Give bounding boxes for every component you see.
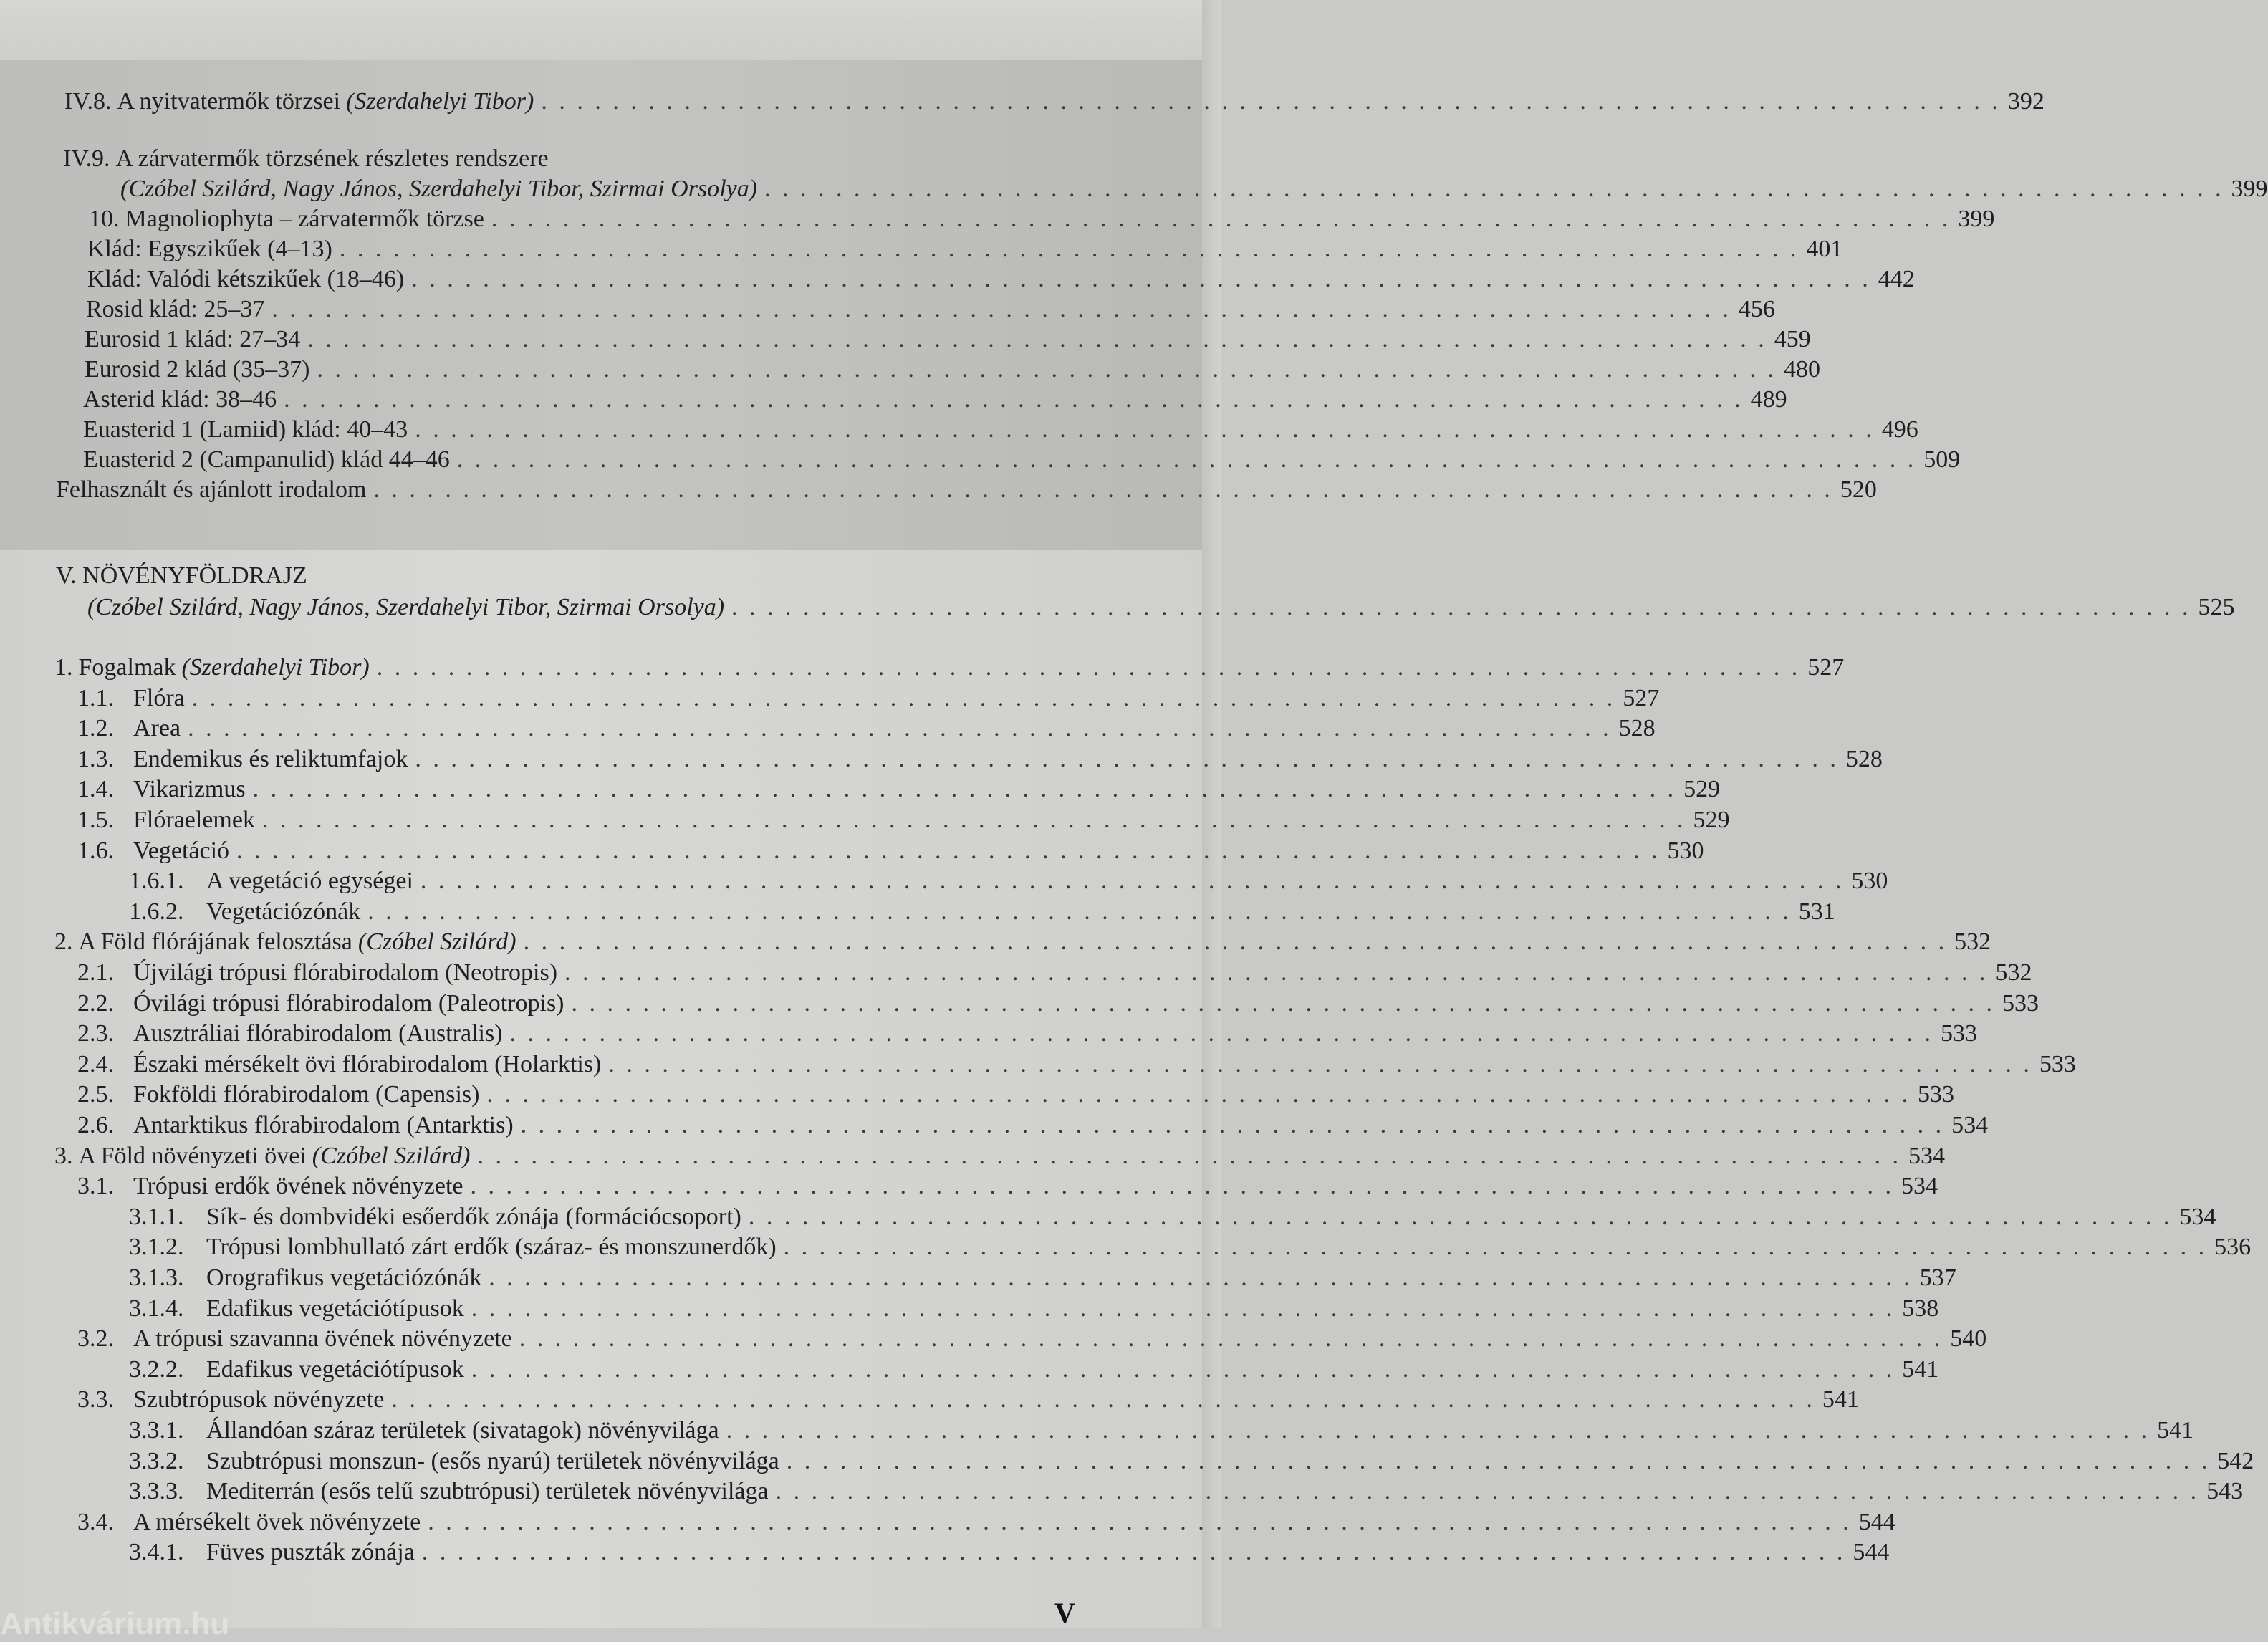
entry-page: 541 xyxy=(1822,1386,1859,1413)
leader-dots: . . . . . . . . . . . . . . . . . . . . . . . . . . . . . . . . . . . . . . . . . . . . . . . . . . . . . . . . . . . . . . . . . . . . . . . . . . . . . . . . xyxy=(428,1509,1852,1535)
entry-page: 459 xyxy=(1774,326,1811,352)
entry-number: 1.4. xyxy=(77,776,114,802)
entry-number: IV.8. xyxy=(64,88,112,115)
toc-entry xyxy=(129,1447,2254,1476)
entry-author: (Czóbel Szilárd) xyxy=(357,928,516,955)
leader-dots: . . . . . . . . . . . . . . . . . . . . . . . . . . . . . . . . . . . . . . . . . . . . . . . . . . . . . . . . . . . . . . . . . . . . . . . . . . . . . . . . . . xyxy=(456,446,1917,473)
leader-dots: . . . . . . . . . . . . . . . . . . . . . . . . . . . . . . . . . . . . . . . . . . . . . . . . . . . . . . . . . . . . . . . . . . . . . . . . . . . . . . . . xyxy=(608,1051,2032,1077)
toc-entry xyxy=(77,837,1704,865)
entry-title: Area xyxy=(133,715,181,741)
entry-page: 496 xyxy=(1881,416,1918,443)
entry-title: Vegetációzónák xyxy=(206,898,361,925)
entry-number: 2.4. xyxy=(77,1051,114,1077)
entry-title: Ausztráliai flórabirodalom (Australis) xyxy=(133,1020,503,1047)
entry-author: (Czóbel Szilárd) xyxy=(312,1143,471,1169)
toc-entry xyxy=(77,775,1721,804)
toc-entry xyxy=(77,1172,1938,1201)
entry-title: A Föld flórájának felosztása xyxy=(78,928,352,955)
toc-entry xyxy=(129,1355,1939,1384)
entry-title: Orografikus vegetációzónák xyxy=(206,1264,482,1291)
entry-number: 3.3. xyxy=(77,1386,114,1413)
leader-dots: . . . . . . . . . . . . . . . . . . . . . . . . . . . . . . . . . . . . . . . . . . . . . . . . . . . . . . . . . . . . . . . . . . . . . . . . . . . . . . . . xyxy=(564,959,1989,986)
toc-entry xyxy=(54,1142,1945,1171)
section-title: V. NÖVÉNYFÖLDRAJZ xyxy=(56,562,307,589)
entry-title: Fogalmak xyxy=(78,654,176,681)
entry-title: Klád: Egyszikűek (4–13) xyxy=(87,236,332,262)
toc-entry xyxy=(77,714,1656,743)
entry-page: 534 xyxy=(1951,1112,1989,1138)
leader-dots: . . . . . . . . . . . . . . . . . . . . . . . . . . . . . . . . . . . . . . . . . . . . . . . . . . . . . . . . . . . . . . . . . . . . . . . . . . . . . . . . xyxy=(188,715,1612,741)
toc-entry xyxy=(129,1416,2194,1445)
entry-title: A nyitvatermők törzsei xyxy=(117,88,341,115)
toc-entry xyxy=(77,1050,2076,1079)
entry-page: 543 xyxy=(2206,1478,2244,1504)
leader-dots: . . . . . . . . . . . . . . . . . . . . . . . . . . . . . . . . . . . . . . . . . . . . . . . . . . . . . . . . . . . . . . . . . . . . . . . . . . . . . . . . . . xyxy=(411,266,1871,292)
entry-title: Vegetáció xyxy=(133,837,230,864)
toc-entry xyxy=(129,1538,1890,1567)
entry-page: 533 xyxy=(1917,1081,1954,1108)
leader-dots: . . . . . . . . . . . . . . . . . . . . . . . . . . . . . . . . . . . . . . . . . . . . . . . . . . . . . . . . . . . . . . . . . . . . . . . . . . . . . . . . xyxy=(236,837,1661,864)
entry-page: 520 xyxy=(1840,476,1877,503)
section-heading xyxy=(56,562,1060,590)
leader-dots: . . . . . . . . . . . . . . . . . . . . . . . . . . . . . . . . . . . . . . . . . . . . . . . . . . . . . . . . . . . . . . . . . . . . . . . . . . . . . . . . xyxy=(415,746,1839,772)
entry-title: Füves puszták zónája xyxy=(206,1539,415,1565)
entry-page: 544 xyxy=(1858,1509,1895,1535)
entry-title: Flóraelemek xyxy=(133,807,255,833)
entry-page: 530 xyxy=(1851,868,1888,894)
entry-page: 529 xyxy=(1693,807,1730,833)
entry-title: Euasterid 1 (Lamiid) klád: 40–43 xyxy=(83,416,408,443)
toc-entry xyxy=(63,145,1059,173)
toc-entry xyxy=(77,1019,1978,1048)
toc-entry xyxy=(77,959,2032,987)
entry-number: 1.1. xyxy=(77,685,114,711)
entry-page: 538 xyxy=(1902,1295,1939,1322)
toc-entry xyxy=(77,745,1883,774)
entry-page: 528 xyxy=(1618,715,1656,741)
entry-title: Eurosid 2 klád (35–37) xyxy=(85,356,310,383)
entry-page: 527 xyxy=(1807,654,1845,681)
section-authors-line xyxy=(87,593,2235,622)
entry-author: (Szerdahelyi Tibor) xyxy=(181,654,370,681)
entry-title: A Föld növényzeti övei xyxy=(78,1143,307,1169)
entry-title: A vegetáció egységei xyxy=(206,868,413,894)
leader-dots: . . . . . . . . . . . . . . . . . . . . . . . . . . . . . . . . . . . . . . . . . . . . . . . . . . . . . . . . . . . . . . . . . . . . . . . . . . . . . . . . xyxy=(523,928,1948,955)
toc-entry xyxy=(120,175,2268,203)
entry-number: 3.3.3. xyxy=(129,1478,184,1504)
entry-number: 3.1.1. xyxy=(129,1204,184,1230)
entry-page: 541 xyxy=(2157,1417,2194,1444)
entry-number: 1.5. xyxy=(77,807,114,833)
entry-number: 2.6. xyxy=(77,1112,114,1138)
leader-dots: . . . . . . . . . . . . . . . . . . . . . . . . . . . . . . . . . . . . . . . . . . . . . . . . . . . . . . . . . . . . . . . . . . . . . . . . . . . . . . . . . . xyxy=(373,476,1833,503)
watermark: Antikvárium.hu xyxy=(0,1606,230,1641)
entry-page: 399 xyxy=(1958,206,1995,232)
toc-entry xyxy=(77,806,1730,835)
entry-title: A trópusi szavanna övének növényzete xyxy=(133,1325,512,1352)
entry-page: 480 xyxy=(1783,356,1820,383)
leader-dots: . . . . . . . . . . . . . . . . . . . . . . . . . . . . . . . . . . . . . . . . . . . . . . . . . . . . . . . . . . . . . . . . . . . . . . . . . . . . . . . . xyxy=(261,807,1686,833)
entry-title: Felhasznált és ajánlott irodalom xyxy=(56,476,367,503)
toc-entry xyxy=(129,1295,1939,1323)
toc-entry xyxy=(54,653,1845,682)
entry-page: 442 xyxy=(1878,266,1915,292)
leader-dots: . . . . . . . . . . . . . . . . . . . . . . . . . . . . . . . . . . . . . . . . . . . . . . . . . . . . . . . . . . . . . . . . . . . . . . . . . . . . . . . . xyxy=(421,1539,1846,1565)
entry-number: 2.1. xyxy=(77,959,114,986)
leader-dots: . . . . . . . . . . . . . . . . . . . . . . . . . . . . . . . . . . . . . . . . . . . . . . . . . . . . . . . . . . . . . . . . . . . . . . . . . . . . . . . . xyxy=(471,1356,1895,1383)
entry-page: 544 xyxy=(1853,1539,1890,1565)
entry-page: 456 xyxy=(1738,296,1775,322)
entry-number: 3.1.2. xyxy=(129,1234,184,1260)
toc-entry xyxy=(77,1080,1954,1109)
entry-page: 509 xyxy=(1923,446,1961,473)
toc-entry xyxy=(83,446,1961,474)
entry-title: Trópusi lombhullató zárt erdők (száraz- és monszunerdők) xyxy=(206,1234,777,1260)
entry-title: Endemikus és reliktumfajok xyxy=(133,746,408,772)
entry-title: Klád: Valódi kétszikűek (18–46) xyxy=(87,266,405,292)
leader-dots: . . . . . . . . . . . . . . . . . . . . . . . . . . . . . . . . . . . . . . . . . . . . . . . . . . . . . . . . . . . . . . . . . . . . . . . . . . . . . . . . xyxy=(786,1448,2211,1474)
entry-number: 1.6.2. xyxy=(129,898,184,925)
entry-number: 3. xyxy=(54,1143,73,1169)
leader-dots: . . . . . . . . . . . . . . . . . . . . . . . . . . . . . . . . . . . . . . . . . . . . . . . . . . . . . . . . . . . . . . . . . . . . . . . . . . . . . . . . xyxy=(367,898,1792,925)
leader-dots: . . . . . . . . . . . . . . . . . . . . . . . . . . . . . . . . . . . . . . . . . . . . . . . . . . . . . . . . . . . . . . . . . . . . . . . . . . . . . . . . xyxy=(489,1264,1913,1291)
entry-page: 537 xyxy=(1919,1264,1956,1291)
toc-entry xyxy=(129,1203,2216,1232)
toc-entry xyxy=(87,235,1843,264)
leader-dots: . . . . . . . . . . . . . . . . . . . . . . . . . . . . . . . . . . . . . . . . . . . . . . . . . . . . . . . . . . . . . . . . . . . . . . . . . . . . . . . . xyxy=(471,1295,1895,1322)
entry-author: (Czóbel Szilárd, Nagy János, Szerdahelyi Tibor, Szirmai Orsolya) xyxy=(120,176,758,202)
entry-number: 3.1.4. xyxy=(129,1295,184,1322)
entry-page: 531 xyxy=(1798,898,1835,925)
leader-dots: . . . . . . . . . . . . . . . . . . . . . . . . . . . . . . . . . . . . . . . . . . . . . . . . . . . . . . . . . . . . . . . . . . . . . . . . . . . . . . . . . . xyxy=(764,176,2224,202)
entry-page: 399 xyxy=(2231,176,2268,202)
entry-number: 2.5. xyxy=(77,1081,114,1108)
leader-dots: . . . . . . . . . . . . . . . . . . . . . . . . . . . . . . . . . . . . . . . . . . . . . . . . . . . . . . . . . . . . . . . . . . . . . . . . . . . . . . . . xyxy=(477,1143,1901,1169)
entry-number: 2.2. xyxy=(77,990,114,1017)
leader-dots: . . . . . . . . . . . . . . . . . . . . . . . . . . . . . . . . . . . . . . . . . . . . . . . . . . . . . . . . . . . . . . . . . . . . . . . . . . . . . . . . . . xyxy=(731,594,2191,620)
leader-dots: . . . . . . . . . . . . . . . . . . . . . . . . . . . . . . . . . . . . . . . . . . . . . . . . . . . . . . . . . . . . . . . . . . . . . . . . . . . . . . . . . . xyxy=(541,88,2001,115)
entry-page: 540 xyxy=(1950,1325,1987,1352)
entry-number: IV.9. xyxy=(63,145,110,172)
entry-page: 528 xyxy=(1845,746,1883,772)
entry-page: 525 xyxy=(2198,594,2235,620)
entry-title: Eurosid 1 klád: 27–34 xyxy=(85,326,301,352)
entry-page: 534 xyxy=(1901,1173,1938,1199)
entry-page: 530 xyxy=(1667,837,1704,864)
leader-dots: . . . . . . . . . . . . . . . . . . . . . . . . . . . . . . . . . . . . . . . . . . . . . . . . . . . . . . . . . . . . . . . . . . . . . . . . . . . . . . . . xyxy=(191,685,1616,711)
entry-page: 533 xyxy=(1941,1020,1978,1047)
entry-page: 533 xyxy=(2002,990,2039,1017)
entry-title: Fokföldi flórabirodalom (Capensis) xyxy=(133,1081,480,1108)
entry-number: 3.2.2. xyxy=(129,1356,184,1383)
entry-page: 542 xyxy=(2217,1448,2254,1474)
leader-dots: . . . . . . . . . . . . . . . . . . . . . . . . . . . . . . . . . . . . . . . . . . . . . . . . . . . . . . . . . . . . . . . . . . . . . . . . . . . . . . . . xyxy=(391,1386,1815,1413)
entry-title: Mediterrán (esős telű szubtrópusi) területek növényvilága xyxy=(206,1478,769,1504)
toc-entry xyxy=(77,684,1660,713)
entry-number: 2. xyxy=(54,928,73,955)
entry-number: 3.3.1. xyxy=(129,1417,184,1444)
section-authors: (Czóbel Szilárd, Nagy János, Szerdahelyi Tibor, Szirmai Orsolya) xyxy=(87,594,725,620)
toc-entry xyxy=(83,416,1918,444)
entry-title: Szubtrópusi monszun- (esős nyarú) területek növényvilága xyxy=(206,1448,779,1474)
entry-number: 2.3. xyxy=(77,1020,114,1047)
toc-entry xyxy=(54,928,1991,956)
entry-title: Asterid klád: 38–46 xyxy=(83,386,277,413)
entry-title: Szubtrópusok növényzete xyxy=(133,1386,385,1413)
entry-title: Euasterid 2 (Campanulid) klád 44–46 xyxy=(83,446,450,473)
entry-number: 1.2. xyxy=(77,715,114,741)
leader-dots: . . . . . . . . . . . . . . . . . . . . . . . . . . . . . . . . . . . . . . . . . . . . . . . . . . . . . . . . . . . . . . . . . . . . . . . . . . . . . . . . xyxy=(486,1081,1911,1108)
toc-entry xyxy=(83,385,1787,414)
entry-page: 532 xyxy=(1954,928,1991,955)
toc-entry xyxy=(87,265,1915,294)
toc-entry xyxy=(77,1508,1895,1537)
entry-title: A zárvatermők törzsének részletes rendszere xyxy=(115,145,549,172)
entry-title: Északi mérsékelt övi flórabirodalom (Holarktis) xyxy=(133,1051,602,1077)
leader-dots: . . . . . . . . . . . . . . . . . . . . . . . . . . . . . . . . . . . . . . . . . . . . . . . . . . . . . . . . . . . . . . . . . . . . . . . . . . . . . . . . xyxy=(726,1417,2151,1444)
entry-number: 3.1. xyxy=(77,1173,114,1199)
entry-author: (Szerdahelyi Tibor) xyxy=(346,88,534,115)
entry-page: 534 xyxy=(2179,1204,2216,1230)
toc-entry xyxy=(77,989,2039,1018)
entry-title: Óvilági trópusi flórabirodalom (Paleotropis) xyxy=(133,990,564,1017)
entry-page: 534 xyxy=(1908,1143,1945,1169)
entry-title: Magnoliophyta – zárvatermők törzse xyxy=(125,206,484,232)
entry-page: 536 xyxy=(2214,1234,2252,1260)
leader-dots: . . . . . . . . . . . . . . . . . . . . . . . . . . . . . . . . . . . . . . . . . . . . . . . . . . . . . . . . . . . . . . . . . . . . . . . . . . . . . . . . xyxy=(520,1112,1945,1138)
entry-title: Trópusi erdők övének növényzete xyxy=(133,1173,463,1199)
toc-entry xyxy=(129,867,1888,896)
toc-entry xyxy=(129,898,1835,926)
entry-number: 3.4.1. xyxy=(129,1539,184,1565)
entry-title: Rosid klád: 25–37 xyxy=(86,296,265,322)
toc-entry xyxy=(77,1386,1859,1414)
leader-dots: . . . . . . . . . . . . . . . . . . . . . . . . . . . . . . . . . . . . . . . . . . . . . . . . . . . . . . . . . . . . . . . . . . . . . . . . . . . . . . . . xyxy=(376,654,1801,681)
entry-title: Vikarizmus xyxy=(133,776,246,802)
toc-entry xyxy=(56,476,1877,504)
entry-page: 489 xyxy=(1750,386,1787,413)
entry-title: A mérsékelt övek növényzete xyxy=(133,1509,421,1535)
toc-entry xyxy=(129,1477,2244,1506)
entry-number: 1.3. xyxy=(77,746,114,772)
leader-dots: . . . . . . . . . . . . . . . . . . . . . . . . . . . . . . . . . . . . . . . . . . . . . . . . . . . . . . . . . . . . . . . . . . . . . . . . . . . . . . . . . . xyxy=(317,356,1777,383)
entry-title: Újvilági trópusi flórabirodalom (Neotropis) xyxy=(133,959,558,986)
entry-page: 392 xyxy=(2007,88,2044,115)
entry-number: 10. xyxy=(89,206,120,232)
leader-dots: . . . . . . . . . . . . . . . . . . . . . . . . . . . . . . . . . . . . . . . . . . . . . . . . . . . . . . . . . . . . . . . . . . . . . . . . . . . . . . . . xyxy=(470,1173,1894,1199)
top-band xyxy=(0,0,1221,60)
entry-number: 3.2. xyxy=(77,1325,114,1352)
toc-entry xyxy=(86,295,1775,324)
entry-number: 3.1.3. xyxy=(129,1264,184,1291)
entry-number: 1.6. xyxy=(77,837,114,864)
entry-page: 401 xyxy=(1806,236,1843,262)
page-number: V xyxy=(1054,1597,1075,1629)
entry-page: 532 xyxy=(1995,959,2032,986)
leader-dots: . . . . . . . . . . . . . . . . . . . . . . . . . . . . . . . . . . . . . . . . . . . . . . . . . . . . . . . . . . . . . . . . . . . . . . . . . . . . . . . . . . xyxy=(491,206,1951,232)
leader-dots: . . . . . . . . . . . . . . . . . . . . . . . . . . . . . . . . . . . . . . . . . . . . . . . . . . . . . . . . . . . . . . . . . . . . . . . . . . . . . . . . xyxy=(783,1234,2208,1260)
leader-dots: . . . . . . . . . . . . . . . . . . . . . . . . . . . . . . . . . . . . . . . . . . . . . . . . . . . . . . . . . . . . . . . . . . . . . . . . . . . . . . . . xyxy=(775,1478,2200,1504)
entry-title: Edafikus vegetációtípusok xyxy=(206,1356,464,1383)
toc-entry xyxy=(64,87,2044,116)
toc-entry xyxy=(85,355,1820,384)
entry-title: Flóra xyxy=(133,685,185,711)
entry-number: 1.6.1. xyxy=(129,868,184,894)
leader-dots: . . . . . . . . . . . . . . . . . . . . . . . . . . . . . . . . . . . . . . . . . . . . . . . . . . . . . . . . . . . . . . . . . . . . . . . . . . . . . . . . . . xyxy=(307,326,1767,352)
entry-page: 533 xyxy=(2039,1051,2076,1077)
leader-dots: . . . . . . . . . . . . . . . . . . . . . . . . . . . . . . . . . . . . . . . . . . . . . . . . . . . . . . . . . . . . . . . . . . . . . . . . . . . . . . . . xyxy=(420,868,1845,894)
entry-title: Edafikus vegetációtípusok xyxy=(206,1295,464,1322)
toc-entry xyxy=(77,1111,1989,1140)
leader-dots: . . . . . . . . . . . . . . . . . . . . . . . . . . . . . . . . . . . . . . . . . . . . . . . . . . . . . . . . . . . . . . . . . . . . . . . . . . . . . . . . . . xyxy=(284,386,1744,413)
entry-number: 1. xyxy=(54,654,73,681)
leader-dots: . . . . . . . . . . . . . . . . . . . . . . . . . . . . . . . . . . . . . . . . . . . . . . . . . . . . . . . . . . . . . . . . . . . . . . . . . . . . . . . . . . xyxy=(272,296,1731,322)
leader-dots: . . . . . . . . . . . . . . . . . . . . . . . . . . . . . . . . . . . . . . . . . . . . . . . . . . . . . . . . . . . . . . . . . . . . . . . . . . . . . . . . . . xyxy=(415,416,1875,443)
entry-page: 529 xyxy=(1683,776,1721,802)
toc-entry xyxy=(129,1264,1956,1292)
entry-title: Sík- és dombvidéki esőerdők zónája (formációcsoport) xyxy=(206,1204,741,1230)
entry-number: 3.3.2. xyxy=(129,1448,184,1474)
leader-dots: . . . . . . . . . . . . . . . . . . . . . . . . . . . . . . . . . . . . . . . . . . . . . . . . . . . . . . . . . . . . . . . . . . . . . . . . . . . . . . . . xyxy=(252,776,1677,802)
entry-title: Állandóan száraz területek (sivatagok) növényvilága xyxy=(206,1417,719,1444)
leader-dots: . . . . . . . . . . . . . . . . . . . . . . . . . . . . . . . . . . . . . . . . . . . . . . . . . . . . . . . . . . . . . . . . . . . . . . . . . . . . . . . . . . xyxy=(339,236,1799,262)
leader-dots: . . . . . . . . . . . . . . . . . . . . . . . . . . . . . . . . . . . . . . . . . . . . . . . . . . . . . . . . . . . . . . . . . . . . . . . . . . . . . . . . xyxy=(519,1325,1943,1352)
leader-dots: . . . . . . . . . . . . . . . . . . . . . . . . . . . . . . . . . . . . . . . . . . . . . . . . . . . . . . . . . . . . . . . . . . . . . . . . . . . . . . . . xyxy=(509,1020,1934,1047)
entry-page: 527 xyxy=(1623,685,1660,711)
toc-entry xyxy=(129,1233,2252,1262)
toc-entry xyxy=(77,1325,1987,1353)
entry-page: 541 xyxy=(1902,1356,1939,1383)
toc-entry xyxy=(85,325,1811,354)
leader-dots: . . . . . . . . . . . . . . . . . . . . . . . . . . . . . . . . . . . . . . . . . . . . . . . . . . . . . . . . . . . . . . . . . . . . . . . . . . . . . . . . xyxy=(748,1204,2173,1230)
entry-number: 3.4. xyxy=(77,1509,114,1535)
entry-title: Antarktikus flórabirodalom (Antarktis) xyxy=(133,1112,514,1138)
toc-entry xyxy=(89,205,1995,234)
leader-dots: . . . . . . . . . . . . . . . . . . . . . . . . . . . . . . . . . . . . . . . . . . . . . . . . . . . . . . . . . . . . . . . . . . . . . . . . . . . . . . . . xyxy=(571,990,1995,1017)
